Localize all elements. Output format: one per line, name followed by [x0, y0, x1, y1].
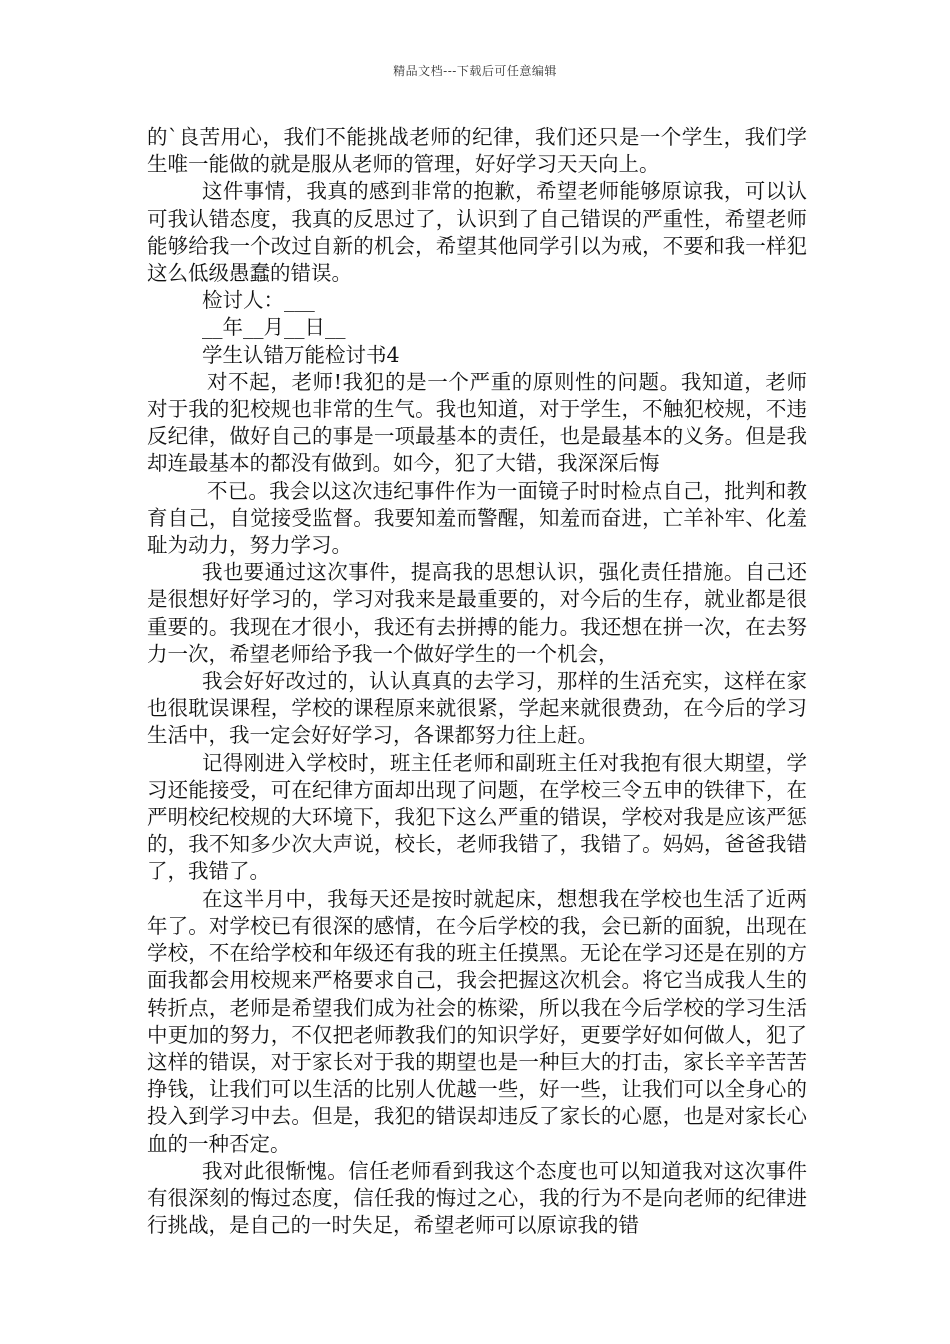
paragraph: 在这半月中，我每天还是按时就起床，想想我在学校也生活了近两年了。对学校已有很深的感情，在今后学校的我，会已新的面貌，出现在学校，不在给学校和年级还有我的班主任摸黑。无论在学习还是在别的方面我都会用校规来严格要求自己，我会把握这次机会。将它当成我人生的转折点，老师是希望我们成为社会的栋梁，所以我在今后学校的学习生活中更加的努力，不仅把老师教我们的知识学好，更要学好如何做人，犯了这样的错误，对于家长对于我的期望也是一种巨大的打击，家长辛辛苦苦挣钱，让我们可以生活的比别人优越一些，好一些，让我们可以全身心的投入到学习中去。但是，我犯的错误却违反了家长的心愿，也是对家长心血的一种否定。 [147, 886, 807, 1156]
section-title: 学生认错万能检讨书4 [202, 342, 400, 367]
paragraph: 我也要通过这次事件，提高我的思想认识，强化责任措施。自己还是很想好好学习的，学习对我来是最重要的，对今后的生存，就业都是很重要的。我现在才很小，我还有去拼搏的能力。我还想在拼一次，在去努力一次，希望老师给予我一个做好学生的一个机会， [147, 560, 807, 666]
paragraph: 对不起，老师!我犯的是一个严重的原则性的问题。我知道，老师对于我的犯校规也非常的生气。我也知道，对于学生，不触犯校规，不违反纪律，做好自己的事是一项最基本的责任，也是最基本的义务。但是我却连最基本的都没有做到。如今，犯了大错，我深深后悔 [147, 369, 807, 476]
paragraph: 记得刚进入学校时，班主任老师和副班主任对我抱有很大期望，学习还能接受，可在纪律方面却出现了问题，在学校三令五申的铁律下，在严明校纪校规的大环境下，我犯下这么严重的错误，学校对我是应该严惩的，我不知多少次大声说，校长，老师我错了，我错了。妈妈，爸爸我错了，我错了。 [147, 750, 807, 884]
paragraph: 我对此很惭愧。信任老师看到我这个态度也可以知道我对这次事件有很深刻的悔过态度，信任我的悔过之心，我的行为不是向老师的纪律进行挑战，是自己的一时失足，希望老师可以原谅我的错 [147, 1158, 807, 1238]
page-header: 精品文档---下载后可任意编辑 [393, 64, 557, 78]
date-line: __年__月__日__ [202, 315, 346, 340]
paragraph: 这件事情，我真的感到非常的抱歉，希望老师能够原谅我，可以认可我认错态度，我真的反思过了，认识到了自己错误的严重性，希望老师能够给我一个改过自新的机会，希望其他同学引以为戒，不要和我一样犯这么低级愚蠢的错误。 [147, 179, 807, 286]
signature-line: 检讨人：___ [202, 288, 315, 313]
document-body [147, 124, 807, 1239]
paragraph: 不已。我会以这次违纪事件作为一面镜子时时检点自己，批判和教育自己，自觉接受监督。我要知羞而警醒，知羞而奋进，亡羊补牢、化羞耻为动力，努力学习。 [147, 478, 807, 558]
paragraph: 的`良苦用心，我们不能挑战老师的纪律，我们还只是一个学生，我们学生唯一能做的就是服从老师的管理，好好学习天天向上。 [147, 125, 807, 177]
paragraph: 我会好好改过的，认认真真的去学习，那样的生活充实，这样在家也很耽误课程，学校的课程原来就很紧，学起来就很费劲，在今后的学习生活中，我一定会好好学习，各课都努力往上赶。 [147, 669, 807, 748]
